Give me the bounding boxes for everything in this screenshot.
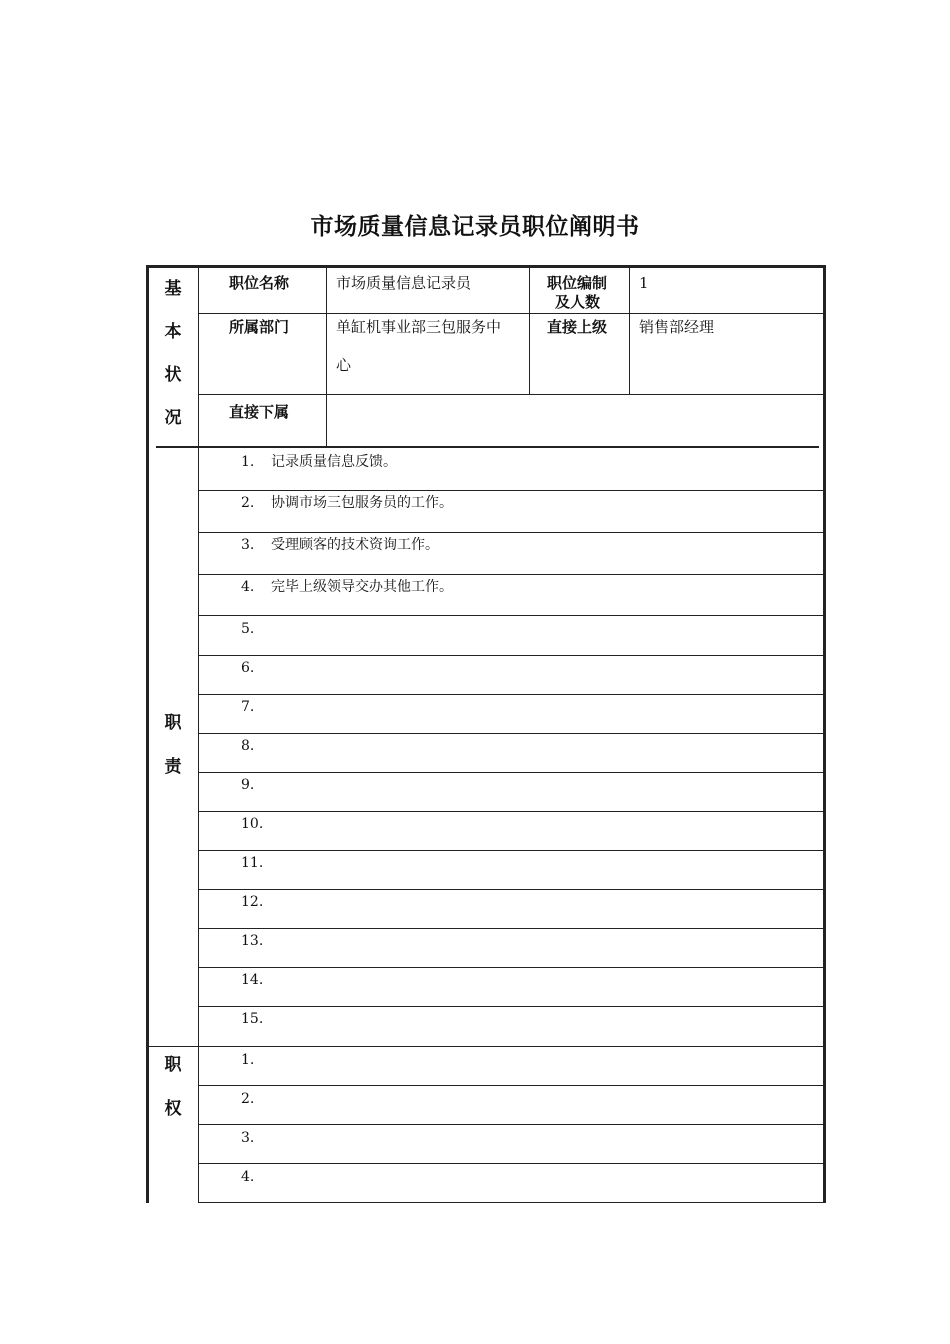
section-label-basic: 基 本 状 况 [164, 279, 182, 428]
divider [529, 268, 530, 394]
authority-item: 4. [241, 1169, 255, 1185]
position-name-value: 市场质量信息记录员 [336, 274, 472, 292]
duty-item: 7. [241, 699, 255, 715]
duty-item: 11. [241, 855, 264, 871]
duty-item: 5. [241, 621, 255, 637]
subordinate-label: 直接下属 [229, 403, 290, 421]
duty-item: 10. [241, 816, 264, 832]
duty-item: 8. [241, 738, 255, 754]
headcount-label: 职位编制 及人数 [547, 274, 608, 311]
duty-item: 9. [241, 777, 255, 793]
row-divider [198, 490, 823, 491]
divider [156, 446, 819, 448]
duty-item: 6. [241, 660, 255, 676]
divider [326, 268, 327, 394]
row-divider [198, 1202, 823, 1203]
position-name-label: 职位名称 [229, 274, 290, 292]
duty-item: 14. [241, 972, 264, 988]
duty-item: 4. 完毕上级领导交办其他工作。 [241, 579, 453, 595]
section-label-authority: 职 权 [164, 1055, 182, 1119]
divider [326, 394, 327, 446]
row-divider [198, 655, 823, 656]
divider [198, 313, 823, 314]
divider [198, 268, 199, 1203]
divider [629, 268, 630, 394]
duty-item: 13. [241, 933, 264, 949]
authority-item: 1. [241, 1052, 255, 1068]
row-divider [198, 574, 823, 575]
row-divider [198, 733, 823, 734]
row-divider [198, 1124, 823, 1125]
row-divider [198, 850, 823, 851]
divider [198, 394, 823, 395]
row-divider [198, 532, 823, 533]
row-divider [198, 615, 823, 616]
authority-item: 3. [241, 1130, 255, 1146]
row-divider [198, 694, 823, 695]
superior-value: 销售部经理 [639, 318, 715, 336]
duty-item: 12. [241, 894, 264, 910]
row-divider [198, 928, 823, 929]
row-divider [198, 1163, 823, 1164]
department-value: 单缸机事业部三包服务中 心 [336, 318, 502, 374]
duty-item: 2. 协调市场三包服务员的工作。 [241, 495, 453, 511]
duty-item: 15. [241, 1011, 264, 1027]
page-title: 市场质量信息记录员职位阐明书 [310, 214, 640, 240]
section-label-duties: 职 责 [164, 713, 182, 777]
row-divider [198, 772, 823, 773]
duty-item: 1. 记录质量信息反馈。 [241, 454, 397, 470]
row-divider [198, 811, 823, 812]
department-label: 所属部门 [229, 318, 290, 336]
headcount-value: 1 [639, 274, 649, 292]
row-divider [198, 967, 823, 968]
row-divider [198, 1006, 823, 1007]
row-divider [198, 1085, 823, 1086]
superior-label: 直接上级 [547, 318, 608, 336]
section-divider [148, 1046, 823, 1047]
row-divider [198, 889, 823, 890]
authority-item: 2. [241, 1091, 255, 1107]
duty-item: 3. 受理顾客的技术资询工作。 [241, 537, 439, 553]
